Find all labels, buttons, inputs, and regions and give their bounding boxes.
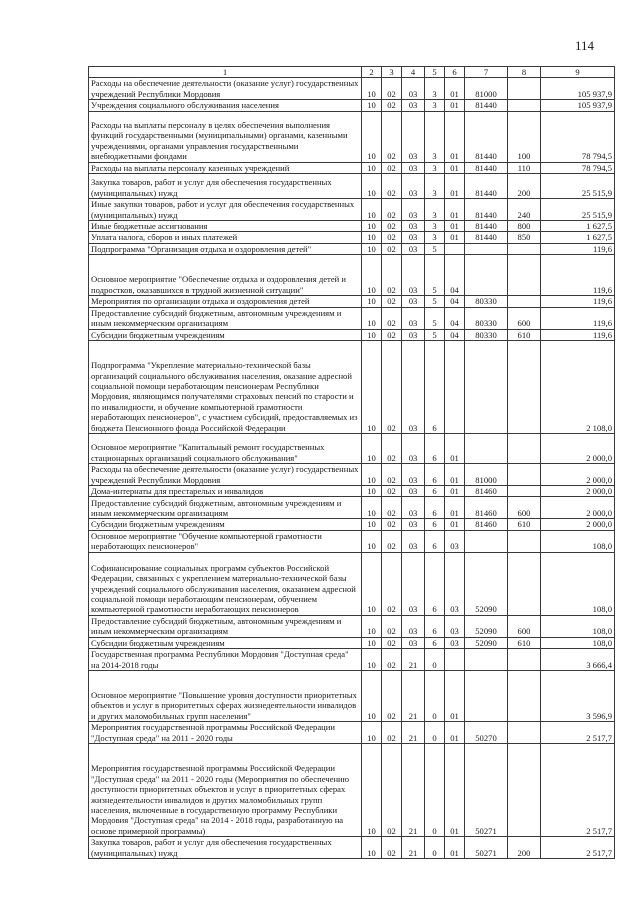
row-code: 02 <box>382 552 402 615</box>
row-description: Основное мероприятие "Капитальный ремонт государственных стационарных организаций социального обслуживания" <box>89 434 362 464</box>
row-code: 03 <box>402 174 425 199</box>
row-description: Предоставление субсидий бюджетным, автономным учреждениям и иным некоммерческим организациям <box>89 497 362 519</box>
table-row <box>89 552 615 615</box>
row-description: Мероприятия по организации отдыха и оздоровления детей <box>89 296 362 307</box>
row-amount: 25 515,9 <box>541 174 615 199</box>
row-code: 03 <box>402 341 425 434</box>
table-row <box>89 722 615 744</box>
row-code: 01 <box>445 464 465 486</box>
row-code: 02 <box>382 296 402 307</box>
row-code: 3 <box>425 78 445 100</box>
table-row <box>89 111 615 162</box>
row-description: Подпрограмма "Укрепление материально-технической базы организаций социального обслуживания населения, оказание адресной социальной помощи неработающим пенсионерам Республики Мордовия, являющимся получателями страховых пенсий по старости и по инвалидности, и обучение компьютерной грамотности неработающих пенсионеров", с участием субсидий, предоставляемых из бюджета Пенсионного фонда Российской Федерации <box>89 341 362 434</box>
row-code: 10 <box>362 232 382 243</box>
row-amount: 1 627,5 <box>541 232 615 243</box>
row-code: 10 <box>362 243 382 254</box>
row-code: 01 <box>445 174 465 199</box>
row-code: 10 <box>362 615 382 637</box>
row-code: 03 <box>402 199 425 221</box>
row-code: 10 <box>362 296 382 307</box>
row-description: Закупка товаров, работ и услуг для обеспечения государственных (муниципальных) нужд <box>89 837 362 859</box>
row-code: 81460 <box>465 497 508 519</box>
row-code: 10 <box>362 552 382 615</box>
row-code: 81440 <box>465 162 508 173</box>
row-amount: 108,0 <box>541 530 615 552</box>
row-code: 3 <box>425 174 445 199</box>
row-description: Государственная программа Республики Мордовия "Доступная среда" на 2014-2018 годы <box>89 649 362 671</box>
row-code: 81000 <box>465 78 508 100</box>
row-description: Дома-интернаты для престарелых и инвалидов <box>89 486 362 497</box>
row-description: Расходы на выплаты персоналу казенных учреждений <box>89 162 362 173</box>
row-code: 81460 <box>465 486 508 497</box>
row-code: 03 <box>402 434 425 464</box>
table-row <box>89 199 615 221</box>
row-code: 6 <box>425 530 445 552</box>
row-code: 6 <box>425 464 445 486</box>
row-code: 5 <box>425 296 445 307</box>
row-code: 04 <box>445 296 465 307</box>
row-code: 610 <box>508 329 541 340</box>
row-code: 02 <box>382 434 402 464</box>
row-code: 03 <box>402 637 425 648</box>
row-code: 03 <box>402 519 425 530</box>
row-code: 0 <box>425 722 445 744</box>
row-code <box>508 100 541 111</box>
row-code: 81440 <box>465 199 508 221</box>
row-code: 01 <box>445 744 465 837</box>
row-code: 10 <box>362 486 382 497</box>
row-code: 01 <box>445 111 465 162</box>
row-code: 01 <box>445 162 465 173</box>
row-code: 21 <box>402 837 425 859</box>
row-code: 10 <box>362 111 382 162</box>
row-code: 80330 <box>465 296 508 307</box>
row-code: 03 <box>402 100 425 111</box>
table-row <box>89 649 615 671</box>
row-amount: 2 517,7 <box>541 744 615 837</box>
row-code: 10 <box>362 837 382 859</box>
row-amount: 105 937,9 <box>541 100 615 111</box>
table-row <box>89 78 615 100</box>
row-code: 200 <box>508 174 541 199</box>
row-code: 10 <box>362 199 382 221</box>
row-code: 6 <box>425 341 445 434</box>
row-code: 03 <box>402 243 425 254</box>
table-row <box>89 162 615 173</box>
row-amount: 108,0 <box>541 552 615 615</box>
row-code: 04 <box>445 255 465 296</box>
table-row <box>89 671 615 722</box>
row-code: 10 <box>362 637 382 648</box>
row-code: 01 <box>445 221 465 232</box>
row-description: Учреждения социального обслуживания населения <box>89 100 362 111</box>
row-code: 10 <box>362 744 382 837</box>
row-code: 50271 <box>465 744 508 837</box>
row-code: 81460 <box>465 519 508 530</box>
row-code: 01 <box>445 497 465 519</box>
row-code: 02 <box>382 497 402 519</box>
row-code: 21 <box>402 671 425 722</box>
row-code: 600 <box>508 615 541 637</box>
row-code: 01 <box>445 519 465 530</box>
table-row <box>89 464 615 486</box>
row-code <box>465 671 508 722</box>
row-code: 10 <box>362 174 382 199</box>
row-code: 10 <box>362 221 382 232</box>
row-code: 02 <box>382 221 402 232</box>
row-description: Основное мероприятие "Обучение компьютерной грамотности неработающих пенсионеров" <box>89 530 362 552</box>
row-code: 800 <box>508 221 541 232</box>
row-code <box>465 341 508 434</box>
row-code: 0 <box>425 649 445 671</box>
row-code: 610 <box>508 637 541 648</box>
table-row <box>89 519 615 530</box>
row-code <box>508 486 541 497</box>
row-description: Расходы на обеспечение деятельности (оказание услуг) государственных учреждений Республики Мордовия <box>89 464 362 486</box>
row-code: 600 <box>508 497 541 519</box>
row-code <box>445 341 465 434</box>
row-code: 610 <box>508 519 541 530</box>
row-code: 81440 <box>465 111 508 162</box>
row-code: 6 <box>425 486 445 497</box>
row-amount: 2 517,7 <box>541 722 615 744</box>
row-code: 81440 <box>465 232 508 243</box>
row-code: 03 <box>445 615 465 637</box>
row-code: 80330 <box>465 307 508 329</box>
row-code: 200 <box>508 837 541 859</box>
table-row <box>89 221 615 232</box>
row-code: 01 <box>445 671 465 722</box>
row-description: Субсидии бюджетным учреждениям <box>89 637 362 648</box>
row-code: 03 <box>402 307 425 329</box>
row-code: 52090 <box>465 637 508 648</box>
row-code: 02 <box>382 174 402 199</box>
row-code: 02 <box>382 78 402 100</box>
row-amount: 2 517,7 <box>541 837 615 859</box>
table-row <box>89 615 615 637</box>
row-code: 03 <box>402 255 425 296</box>
row-description: Субсидии бюджетным учреждениям <box>89 519 362 530</box>
row-code: 10 <box>362 497 382 519</box>
row-amount: 3 666,4 <box>541 649 615 671</box>
row-code: 03 <box>402 497 425 519</box>
row-code: 03 <box>402 221 425 232</box>
row-code: 02 <box>382 243 402 254</box>
row-code: 10 <box>362 722 382 744</box>
row-code: 04 <box>445 307 465 329</box>
row-amount: 25 515,9 <box>541 199 615 221</box>
row-code: 6 <box>425 637 445 648</box>
row-amount: 119,6 <box>541 329 615 340</box>
row-code: 6 <box>425 519 445 530</box>
row-code: 02 <box>382 671 402 722</box>
row-code: 03 <box>402 232 425 243</box>
row-code: 10 <box>362 464 382 486</box>
row-code: 3 <box>425 232 445 243</box>
row-code: 01 <box>445 199 465 221</box>
row-code: 3 <box>425 100 445 111</box>
row-code: 04 <box>445 329 465 340</box>
row-code: 10 <box>362 519 382 530</box>
row-code: 03 <box>402 530 425 552</box>
row-description: Основное мероприятие "Обеспечение отдыха и оздоровления детей и подростков, оказавшихся в трудной жизненной ситуации" <box>89 255 362 296</box>
row-amount: 2 000,0 <box>541 434 615 464</box>
row-code: 01 <box>445 100 465 111</box>
row-code: 02 <box>382 486 402 497</box>
row-code: 10 <box>362 671 382 722</box>
table-row <box>89 296 615 307</box>
row-code: 50270 <box>465 722 508 744</box>
row-amount: 2 000,0 <box>541 497 615 519</box>
row-code: 110 <box>508 162 541 173</box>
row-code <box>508 296 541 307</box>
row-code: 03 <box>445 637 465 648</box>
row-code: 100 <box>508 111 541 162</box>
budget-table <box>88 66 615 859</box>
row-code: 03 <box>402 329 425 340</box>
row-code: 10 <box>362 255 382 296</box>
row-code <box>508 671 541 722</box>
row-code: 02 <box>382 232 402 243</box>
row-amount: 78 794,5 <box>541 111 615 162</box>
table-row <box>89 100 615 111</box>
row-code: 850 <box>508 232 541 243</box>
row-amount: 3 596,9 <box>541 671 615 722</box>
row-code: 01 <box>445 486 465 497</box>
row-description: Иные закупки товаров, работ и услуг для обеспечения государственных (муниципальных) нужд <box>89 199 362 221</box>
row-code: 5 <box>425 307 445 329</box>
table-row <box>89 174 615 199</box>
row-code <box>508 464 541 486</box>
row-code: 5 <box>425 329 445 340</box>
row-code <box>508 744 541 837</box>
row-code: 01 <box>445 232 465 243</box>
row-code: 10 <box>362 100 382 111</box>
row-code: 02 <box>382 744 402 837</box>
row-code: 10 <box>362 307 382 329</box>
row-code: 02 <box>382 637 402 648</box>
row-code: 3 <box>425 162 445 173</box>
row-code: 21 <box>402 649 425 671</box>
row-code: 3 <box>425 199 445 221</box>
row-code: 0 <box>425 837 445 859</box>
row-description: Основное мероприятие "Повышение уровня доступности приоритетных объектов и услуг в приоритетных сферах жизнедеятельности инвалидов и других маломобильных групп населения" <box>89 671 362 722</box>
row-amount: 105 937,9 <box>541 78 615 100</box>
row-description: Мероприятия государственной программы Российской Федерации "Доступная среда" на 2011 - 2020 годы <box>89 722 362 744</box>
table-row <box>89 497 615 519</box>
row-code: 5 <box>425 255 445 296</box>
row-code <box>508 530 541 552</box>
row-code: 03 <box>402 464 425 486</box>
row-code: 81440 <box>465 100 508 111</box>
row-code: 02 <box>382 307 402 329</box>
row-code: 02 <box>382 464 402 486</box>
column-header: 7 <box>465 67 508 78</box>
row-code: 01 <box>445 837 465 859</box>
row-code: 02 <box>382 722 402 744</box>
page-number: 114 <box>575 38 595 53</box>
row-code: 02 <box>382 329 402 340</box>
row-amount: 2 000,0 <box>541 486 615 497</box>
row-code: 02 <box>382 341 402 434</box>
row-code: 81440 <box>465 221 508 232</box>
row-code: 10 <box>362 78 382 100</box>
row-amount: 108,0 <box>541 615 615 637</box>
row-code <box>465 255 508 296</box>
row-amount: 2 000,0 <box>541 464 615 486</box>
row-description: Иные бюджетные ассигнования <box>89 221 362 232</box>
row-code: 6 <box>425 497 445 519</box>
table-row <box>89 341 615 434</box>
row-amount: 119,6 <box>541 307 615 329</box>
row-amount: 119,6 <box>541 296 615 307</box>
column-header: 1 <box>89 67 362 78</box>
row-description: Уплата налога, сборов и иных платежей <box>89 232 362 243</box>
row-code: 10 <box>362 341 382 434</box>
row-description: Подпрограмма "Организация отдыха и оздоровления детей" <box>89 243 362 254</box>
row-code: 02 <box>382 615 402 637</box>
table-row <box>89 329 615 340</box>
row-code: 3 <box>425 111 445 162</box>
row-amount: 119,6 <box>541 255 615 296</box>
row-code: 50271 <box>465 837 508 859</box>
row-code: 0 <box>425 671 445 722</box>
row-code: 10 <box>362 649 382 671</box>
row-code: 01 <box>445 722 465 744</box>
row-code: 600 <box>508 307 541 329</box>
row-amount: 1 627,5 <box>541 221 615 232</box>
row-code <box>508 649 541 671</box>
row-description: Предоставление субсидий бюджетным, автономным учреждениям и иным некоммерческим организациям <box>89 615 362 637</box>
table-row <box>89 232 615 243</box>
row-description: Расходы на выплаты персоналу в целях обеспечения выполнения функций государственными (муниципальными) органами, казенными учреждениями, органами управления государственными внебюджетными фондами <box>89 111 362 162</box>
row-code: 0 <box>425 744 445 837</box>
row-code: 240 <box>508 199 541 221</box>
row-code: 03 <box>402 486 425 497</box>
row-code: 01 <box>445 434 465 464</box>
row-code: 02 <box>382 649 402 671</box>
row-description: Закупка товаров, работ и услуг для обеспечения государственных (муниципальных) нужд <box>89 174 362 199</box>
row-code <box>508 255 541 296</box>
column-header: 5 <box>425 67 445 78</box>
row-code: 52090 <box>465 615 508 637</box>
row-code <box>465 434 508 464</box>
row-code: 10 <box>362 434 382 464</box>
row-code: 10 <box>362 329 382 340</box>
row-code: 03 <box>445 530 465 552</box>
row-code <box>445 243 465 254</box>
table-row <box>89 637 615 648</box>
row-code: 6 <box>425 615 445 637</box>
row-code <box>465 243 508 254</box>
row-code <box>508 722 541 744</box>
row-code: 03 <box>402 296 425 307</box>
row-code: 52090 <box>465 552 508 615</box>
row-code: 02 <box>382 837 402 859</box>
row-code: 02 <box>382 519 402 530</box>
table-row <box>89 243 615 254</box>
row-code: 02 <box>382 530 402 552</box>
row-code <box>445 649 465 671</box>
row-code: 02 <box>382 199 402 221</box>
row-code: 5 <box>425 243 445 254</box>
row-code: 02 <box>382 111 402 162</box>
row-amount: 108,0 <box>541 637 615 648</box>
row-code <box>508 243 541 254</box>
column-header: 3 <box>382 67 402 78</box>
row-code: 01 <box>445 78 465 100</box>
row-code: 21 <box>402 722 425 744</box>
row-code <box>508 341 541 434</box>
table-row <box>89 486 615 497</box>
row-code: 21 <box>402 744 425 837</box>
column-header: 9 <box>541 67 615 78</box>
row-code <box>508 78 541 100</box>
row-code: 03 <box>402 162 425 173</box>
row-description: Предоставление субсидий бюджетным, автономным учреждениям и иным некоммерческим организациям <box>89 307 362 329</box>
row-amount: 2 000,0 <box>541 519 615 530</box>
row-amount: 119,6 <box>541 243 615 254</box>
row-description: Софинансирование социальных программ субъектов Российской Федерации, связанных с укреплением материально-технической базы учреждений социального обслуживания населения, оказанием адресной социальной помощи неработающим пенсионерам, обучением компьютерной грамотности неработающих пенсионеров <box>89 552 362 615</box>
row-code: 6 <box>425 434 445 464</box>
row-code: 10 <box>362 530 382 552</box>
row-amount: 2 108,0 <box>541 341 615 434</box>
row-code: 02 <box>382 162 402 173</box>
row-code: 02 <box>382 255 402 296</box>
row-description: Субсидии бюджетным учреждениям <box>89 329 362 340</box>
row-description: Расходы на обеспечение деятельности (оказание услуг) государственных учреждений Республики Мордовия <box>89 78 362 100</box>
column-header: 2 <box>362 67 382 78</box>
table-header-row <box>89 67 615 78</box>
table-row <box>89 307 615 329</box>
row-code: 3 <box>425 221 445 232</box>
row-code: 03 <box>402 615 425 637</box>
row-code: 6 <box>425 552 445 615</box>
row-code: 03 <box>402 78 425 100</box>
column-header: 8 <box>508 67 541 78</box>
row-code <box>508 552 541 615</box>
row-code: 03 <box>402 111 425 162</box>
row-code <box>465 649 508 671</box>
row-code: 03 <box>445 552 465 615</box>
row-code <box>465 530 508 552</box>
row-code: 10 <box>362 162 382 173</box>
table-row <box>89 255 615 296</box>
row-code: 03 <box>402 552 425 615</box>
row-code: 02 <box>382 100 402 111</box>
column-header: 4 <box>402 67 425 78</box>
table-row <box>89 530 615 552</box>
row-code <box>508 434 541 464</box>
row-amount: 78 794,5 <box>541 162 615 173</box>
row-code: 81000 <box>465 464 508 486</box>
column-header: 6 <box>445 67 465 78</box>
table-row <box>89 434 615 464</box>
table-row <box>89 744 615 837</box>
row-code: 80330 <box>465 329 508 340</box>
row-description: Мероприятия государственной программы Российской Федерации "Доступная среда" на 2011 - 2020 годы (Мероприятия по обеспечению доступности приоритетных объектов и услуг в приоритетных сферах жизнедеятельности инвалидов и других маломобильных групп населения, включенные в государственную программу Республики Мордовия "Доступная среда" на 2014 - 2018 годы, разработанную на основе примерной программы) <box>89 744 362 837</box>
row-code: 81440 <box>465 174 508 199</box>
table-row <box>89 837 615 859</box>
